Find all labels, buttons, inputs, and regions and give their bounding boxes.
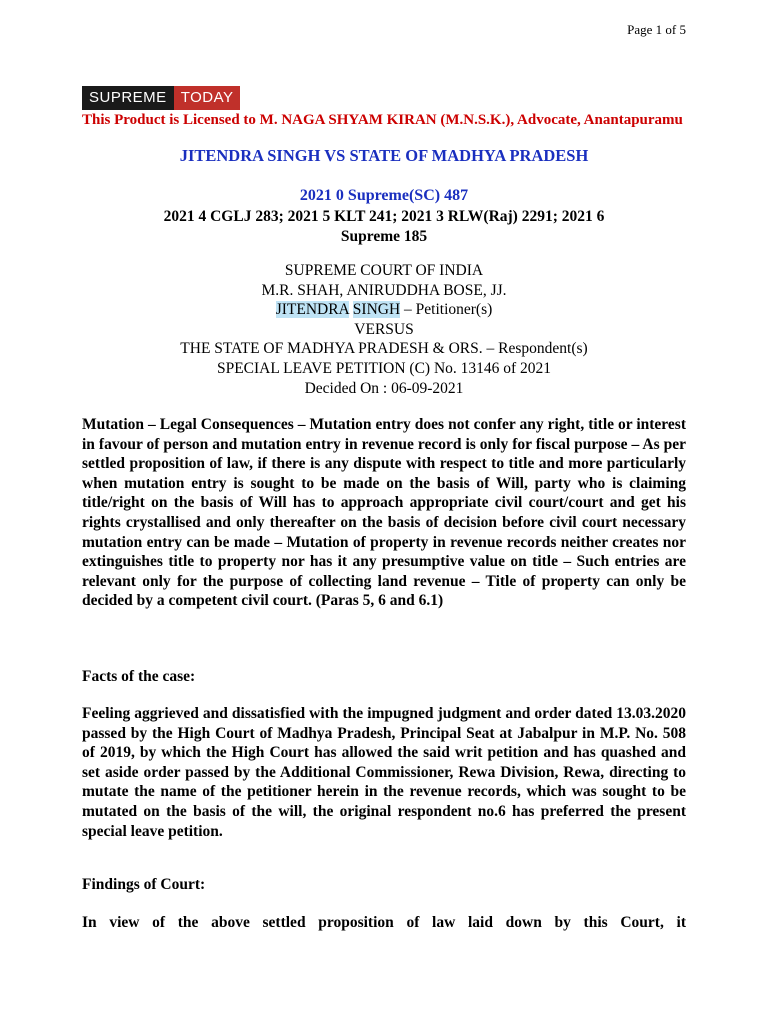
court-name: SUPREME COURT OF INDIA bbox=[284, 262, 484, 279]
petitioner-line bbox=[82, 300, 686, 320]
facts-heading: Facts of the case: bbox=[82, 668, 196, 685]
facts-paragraph: Feeling aggrieved and dissatisfied with the impugned judgment and order dated 13.03.2020 passed by the High Court of Madhya Pradesh, Principal Seat at Jabalpur in M.P. No. 508 of 2019, by which the High Court has allowed the said writ petition and has quashed and set aside order passed by the Additional Commissioner, Rewa Division, Rewa, directing to mutate the name of the petitioner herein in the revenue records, which was sought to be mutated on the basis of the will, the original respondent no.6 has preferred the present special leave petition. bbox=[82, 705, 686, 840]
equivalent-citations bbox=[82, 207, 686, 247]
findings-paragraph: In view of the above settled proposition of law laid down by this Court, it bbox=[82, 914, 686, 931]
petition-number: SPECIAL LEAVE PETITION (C) No. 13146 of 2021 bbox=[216, 359, 552, 377]
supreme-today-logo bbox=[82, 86, 240, 110]
petitioner-role: – Petitioner(s) bbox=[400, 301, 493, 319]
petitioner-first-name: JITENDRA bbox=[275, 301, 349, 319]
decided-date: Decided On : 06-09-2021 bbox=[304, 379, 464, 397]
respondent-line: THE STATE OF MADHYA PRADESH & ORS. – Respondent(s) bbox=[180, 340, 588, 358]
equivalent-citations-line1: 2021 4 CGLJ 283; 2021 5 KLT 241; 2021 3 RLW(Raj) 2291; 2021 6 bbox=[163, 208, 605, 225]
license-notice: This Product is Licensed to M. NAGA SHYAM KIRAN (M.N.S.K.), Advocate, Anantapuramu bbox=[82, 112, 683, 128]
logo-part-supreme: SUPREME bbox=[82, 86, 174, 110]
page-number: Page 1 of 5 bbox=[627, 22, 686, 37]
headnote-paragraph: Mutation – Legal Consequences – Mutation entry does not confer any right, title or interest in favour of person and mutation entry in revenue record is only for fiscal purpose – As per settled proposition of law, if there is any dispute with respect to title and more particularly when mutation entry is sought to be made on the basis of Will, party who is claiming title/right on the basis of Will has to approach appropriate civil court/court and get his rights crystallised and only thereafter on the basis of decision before civil court necessary mutation entry can be made – Mutation of property in revenue records neither creates nor extinguishes title to property nor has it any presumptive value on title – Such entries are relevant only for the purpose of collecting land revenue – Title of property can only be decided by a competent civil court. (Paras 5, 6 and 6.1) bbox=[82, 416, 686, 610]
case-title: JITENDRA SINGH VS STATE OF MADHYA PRADESH bbox=[179, 146, 589, 165]
findings-heading: Findings of Court: bbox=[82, 876, 206, 893]
equivalent-citations-line2: Supreme 185 bbox=[340, 228, 428, 245]
case-citation: 2021 0 Supreme(SC) 487 bbox=[299, 187, 469, 204]
bench-judges: M.R. SHAH, ANIRUDDHA BOSE, JJ. bbox=[261, 281, 507, 299]
court-info bbox=[82, 261, 686, 398]
logo-part-today: TODAY bbox=[174, 86, 241, 110]
petitioner-last-name: SINGH bbox=[352, 301, 401, 319]
versus-line: VERSUS bbox=[354, 320, 414, 338]
